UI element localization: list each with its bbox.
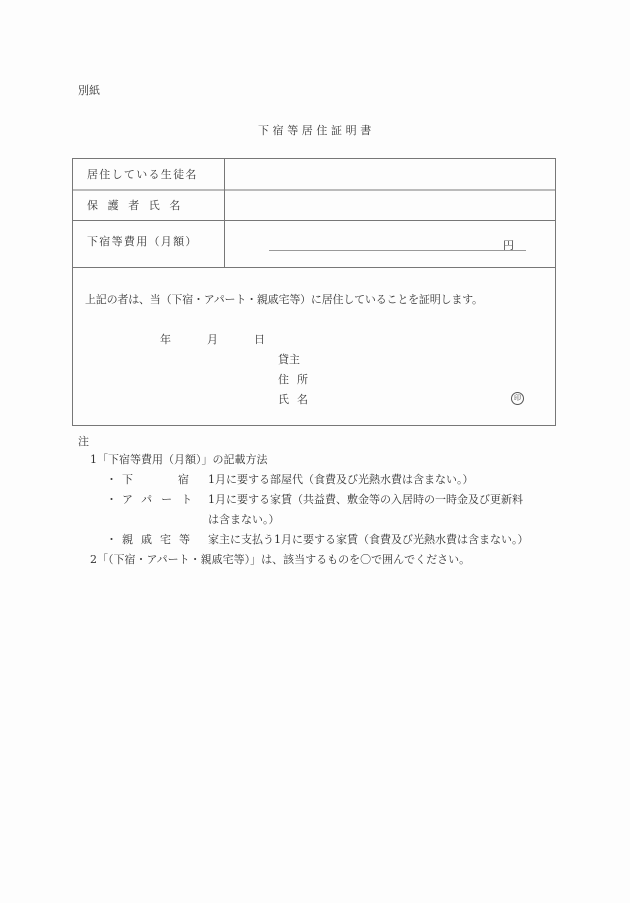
landlord-address-label: 住所 [278, 373, 316, 386]
bullet-dot: ・ [106, 493, 117, 506]
bullet-term-relatives: 親戚宅等 [122, 533, 198, 546]
monthly-rent-label: 下宿等費用（月額） [87, 235, 198, 248]
monthly-rent-field[interactable] [269, 231, 499, 249]
landlord-name-label: 氏名 [278, 393, 316, 406]
student-name-label: 居住している生徒名 [87, 168, 198, 181]
document-title: 下宿等居住証明書 [258, 124, 375, 137]
date-day-label: 日 [254, 333, 265, 346]
guardian-name-label: 保護者氏名 [87, 199, 190, 212]
bullet-dot: ・ [106, 533, 117, 546]
date-year-label: 年 [160, 333, 171, 346]
column-divider [224, 159, 225, 267]
student-name-field[interactable] [226, 159, 555, 189]
bullet-desc-geshuku: 1月に要する部屋代（食費及び光熱水費は含まない。） [208, 473, 474, 486]
bullet-term-geshuku: 下宿 [122, 473, 234, 486]
row-divider [73, 267, 555, 268]
note-1: 1「下宿等費用（月額）」の記載方法 [90, 453, 268, 466]
notes-heading: 注 [78, 435, 89, 448]
landlord-heading: 貸主 [278, 353, 300, 366]
bullet-desc-relatives: 家主に支払う1月に要する家賃（食費及び光熱水費は含まない。） [208, 533, 529, 546]
bullet-desc-apartment-cont: は含まない。） [208, 513, 280, 526]
attachment-label: 別紙 [78, 84, 100, 97]
bullet-dot: ・ [106, 473, 117, 486]
bullet-desc-apartment: 1月に要する家賃（共益費、敷金等の入居時の一時金及び更新料 [208, 493, 523, 506]
bullet-term-apartment: アパート [122, 493, 202, 506]
date-month-label: 月 [207, 333, 218, 346]
certificate-form [72, 158, 556, 426]
certification-statement: 上記の者は、当（下宿・アパート・親戚宅等）に居住していることを証明します。 [85, 293, 483, 306]
seal-icon: 印 [511, 392, 524, 405]
guardian-name-field[interactable] [226, 191, 555, 220]
note-2: 2「（下宿・アパート・親戚宅等）」は、該当するものを〇で囲んでください。 [90, 553, 471, 566]
row-divider [73, 220, 555, 221]
rent-underline [269, 250, 526, 251]
yen-unit: 円 [503, 239, 514, 252]
